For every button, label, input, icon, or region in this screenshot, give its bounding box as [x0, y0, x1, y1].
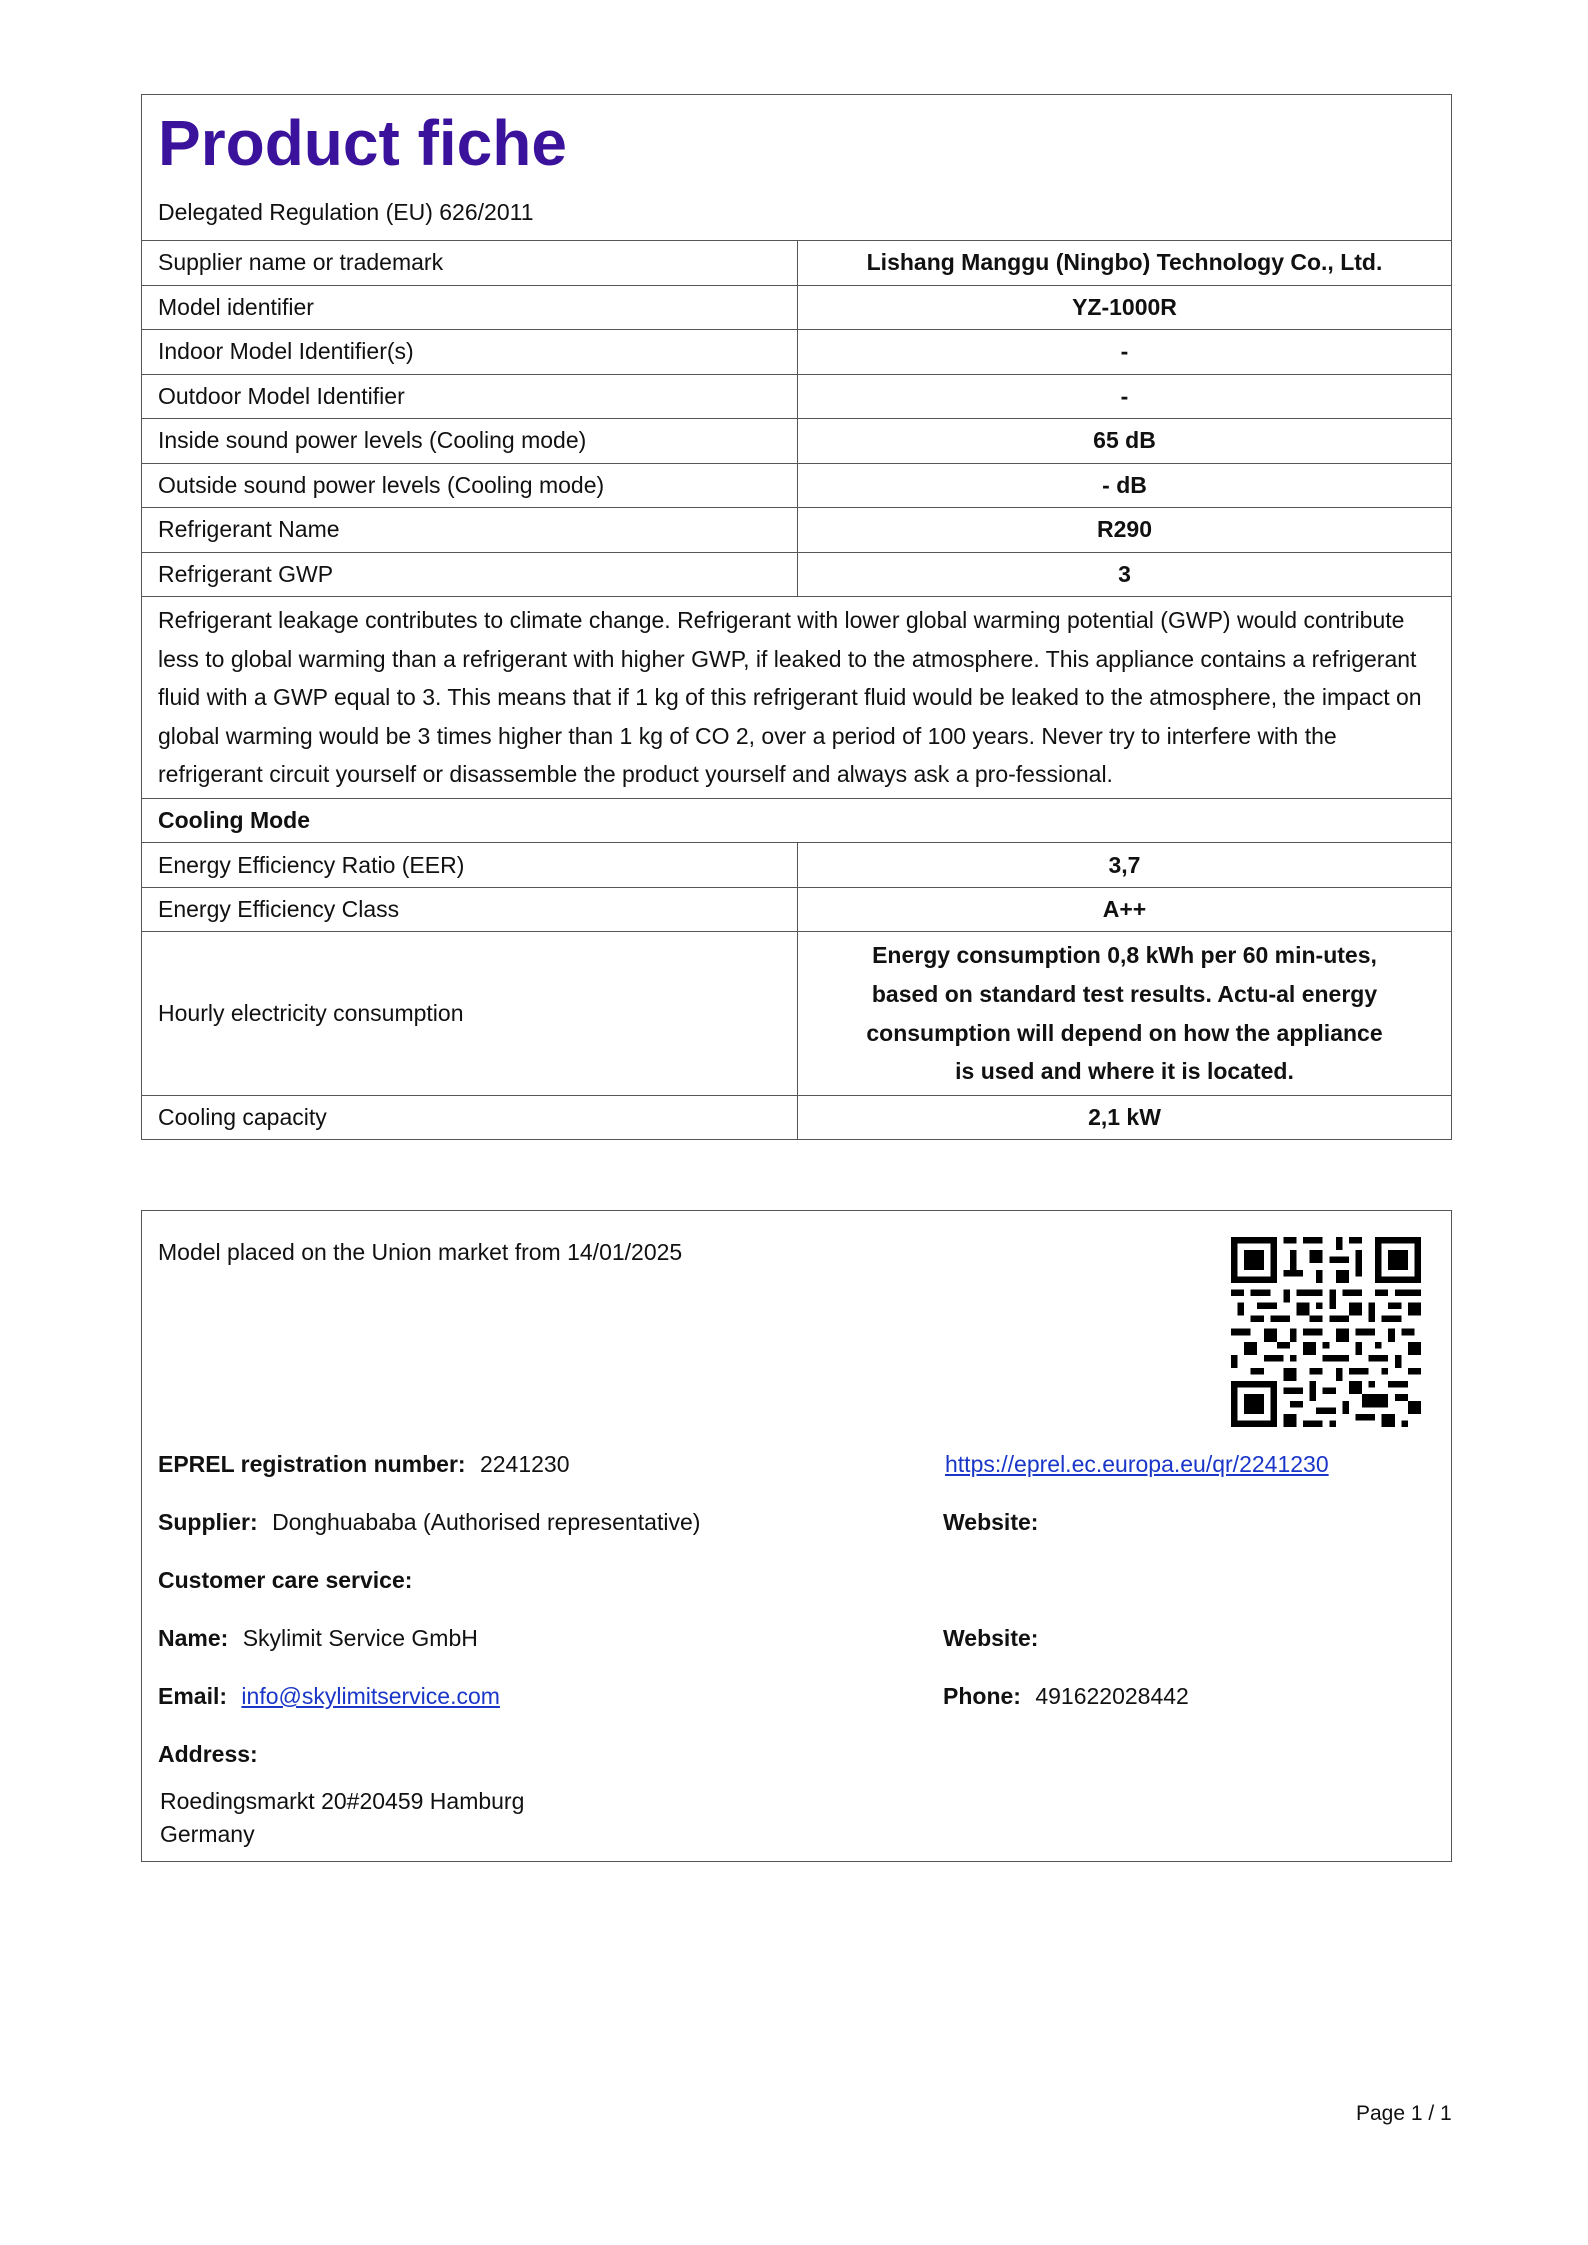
row-value: Lishang Manggu (Ningbo) Technology Co., Ltd. [866, 249, 1383, 276]
table-row [142, 241, 1451, 285]
row-label: Indoor Model Identifier(s) [142, 330, 798, 375]
website-label: Website: [943, 1625, 1039, 1651]
cooling-mode-header: Cooling Mode [142, 798, 1451, 843]
row-value: 3 [798, 552, 1452, 597]
row-value: 3,7 [798, 843, 1452, 888]
row-value: R290 [798, 508, 1452, 553]
row-label: Outside sound power levels (Cooling mode) [142, 463, 798, 508]
table-row [142, 330, 1451, 375]
specs-table [142, 241, 1451, 1139]
address-label: Address: [158, 1741, 258, 1767]
row-value: A++ [798, 887, 1452, 932]
title-block [142, 95, 1451, 241]
page-title: Product fiche [158, 107, 567, 179]
phone-value: 491622028442 [1035, 1683, 1189, 1709]
qr-code-icon[interactable] [1231, 1237, 1421, 1427]
eprel-value: 2241230 [479, 1451, 570, 1477]
supplier-website [943, 1509, 1046, 1536]
table-row [142, 374, 1451, 419]
name-label: Name: [158, 1625, 229, 1651]
row-value: - [798, 330, 1452, 375]
email-label: Email: [158, 1683, 228, 1709]
table-row [142, 843, 1451, 888]
table-row [142, 463, 1451, 508]
table-row [142, 887, 1451, 932]
section-header-row [142, 798, 1451, 843]
row-label: Model identifier [142, 285, 798, 330]
phone-label: Phone: [943, 1683, 1021, 1709]
eprel-registration [158, 1451, 570, 1478]
regulation-reference: Delegated Regulation (EU) 626/2011 [158, 199, 534, 225]
gwp-notice: Refrigerant leakage contributes to climate change. Refrigerant with lower global warming potential (GWP) would contribute less to global warming than a refrigerant with higher GWP, if leaked to the atmosphere. This appliance contains a refrigerant fluid with a GWP equal to 3. This means that if 1 kg of this refrigerant fluid would be leaked to the atmosphere, the impact on global warming would be 3 times higher than 1 kg of CO 2, over a period of 100 years. Never try to interfere with the refrigerant circuit yourself or disassemble the product yourself and always ask a pro-fessional. [142, 597, 1451, 799]
customer-care-label: Customer care service: [158, 1567, 413, 1593]
address-heading [158, 1741, 266, 1768]
customer-care-heading [158, 1567, 420, 1594]
email-line [158, 1683, 500, 1710]
table-row [142, 932, 1451, 1095]
email-link[interactable]: info@skylimitservice.com [241, 1683, 500, 1709]
address-line-2: Germany [160, 1821, 255, 1847]
row-value: YZ-1000R [798, 285, 1452, 330]
product-fiche-table [141, 94, 1452, 1140]
eprel-label: EPREL registration number: [158, 1451, 466, 1477]
row-label: Energy Efficiency Ratio (EER) [142, 843, 798, 888]
registration-panel [141, 1210, 1452, 1862]
page-number: Page 1 / 1 [1356, 2102, 1452, 2125]
row-value: - [798, 374, 1452, 419]
address-line-1: Roedingsmarkt 20#20459 Hamburg [160, 1788, 525, 1814]
service-website [943, 1625, 1046, 1652]
supplier-label: Supplier: [158, 1509, 258, 1535]
service-name-line [158, 1625, 478, 1652]
row-label: Supplier name or trademark [142, 241, 798, 285]
table-row [142, 1095, 1451, 1139]
row-label: Inside sound power levels (Cooling mode) [142, 419, 798, 464]
row-value: 65 dB [798, 419, 1452, 464]
website-label: Website: [943, 1509, 1039, 1535]
eprel-link[interactable]: https://eprel.ec.europa.eu/qr/2241230 [945, 1451, 1329, 1477]
row-value: 2,1 kW [798, 1095, 1452, 1139]
name-value: Skylimit Service GmbH [242, 1625, 478, 1651]
row-label: Outdoor Model Identifier [142, 374, 798, 419]
row-label: Energy Efficiency Class [142, 887, 798, 932]
gwp-notice-row [142, 597, 1451, 799]
table-row [142, 419, 1451, 464]
row-label: Refrigerant Name [142, 508, 798, 553]
market-date-text: Model placed on the Union market from 14/01/2025 [158, 1239, 683, 1265]
row-label: Refrigerant GWP [142, 552, 798, 597]
table-row [142, 508, 1451, 553]
supplier-line [158, 1509, 700, 1536]
row-value: - dB [798, 463, 1452, 508]
row-label: Hourly electricity consumption [142, 932, 798, 1095]
table-row [142, 285, 1451, 330]
table-row [142, 552, 1451, 597]
row-label: Cooling capacity [142, 1095, 798, 1139]
address-block [160, 1785, 524, 1851]
row-value: Energy consumption 0,8 kWh per 60 min-utes, based on standard test results. Actu-al energy consumption will depend on how the appliance is used and where it is located. [798, 932, 1452, 1095]
supplier-value: Donghuababa (Authorised representative) [272, 1509, 701, 1535]
phone-line [943, 1683, 1189, 1710]
